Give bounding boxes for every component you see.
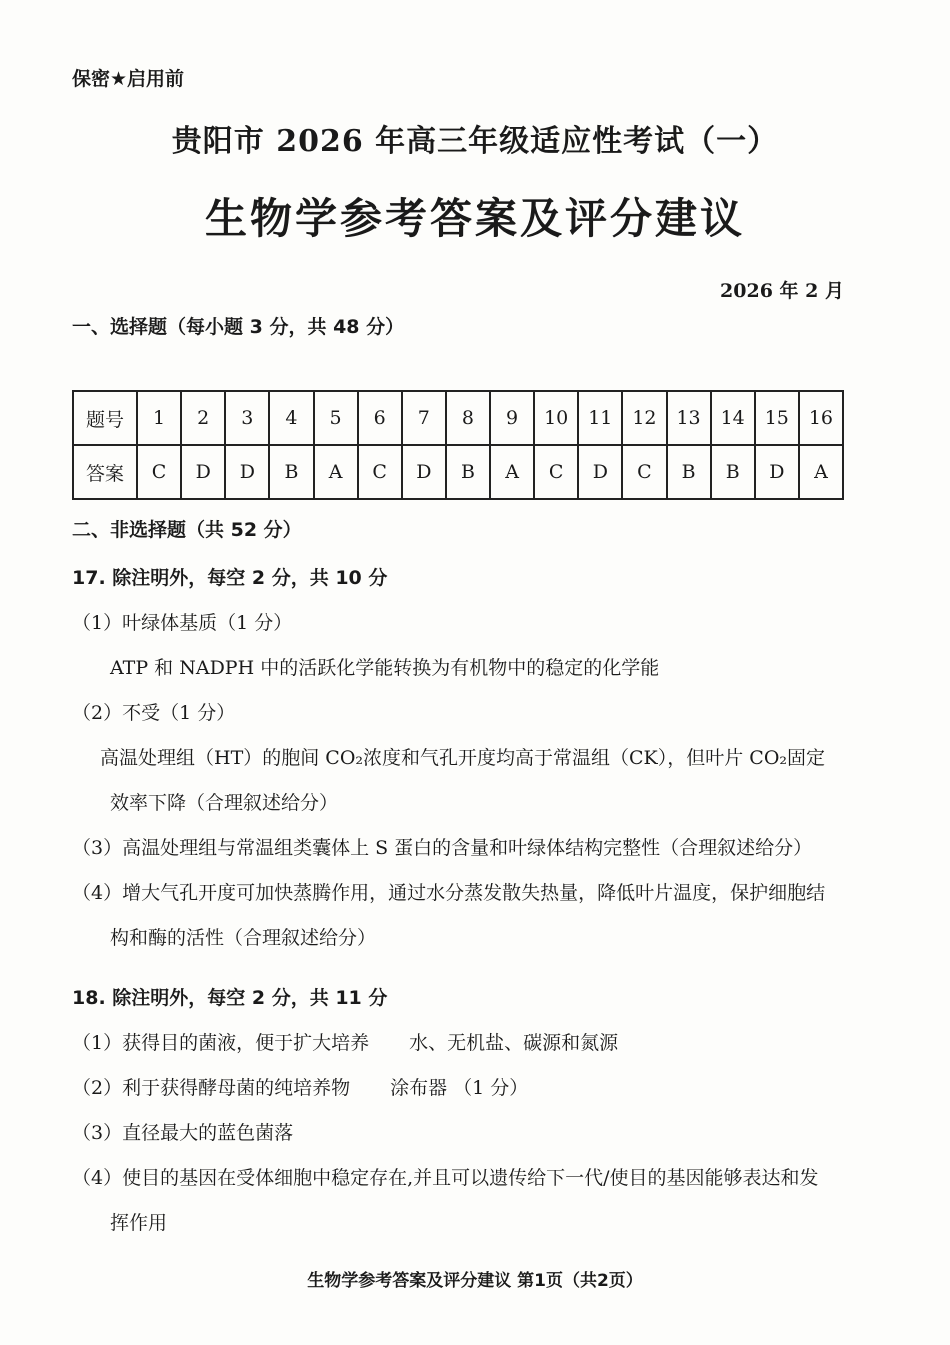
page-footer: 生物学参考答案及评分建议 第1页（共2页）: [307, 1271, 643, 1291]
row-label: 答案: [73, 445, 137, 499]
q18-part2-answer-a: （2）利于获得酵母菌的纯培养物: [72, 1077, 351, 1099]
confidential-label: 保密★启用前: [72, 68, 185, 90]
question17-heading: 17. 除注明外，每空 2 分，共 10 分: [72, 567, 388, 589]
q17-part4: （4）增大气孔开度可加快蒸腾作用，通过水分蒸发散失热量，降低叶片温度，保护细胞结: [72, 882, 826, 904]
question-number: 12: [622, 391, 666, 445]
answer-cell: B: [446, 445, 490, 499]
q17-part1: （1）叶绿体基质（1 分）: [72, 612, 293, 634]
q18-part1-answer-a: （1）获得目的菌液，便于扩大培养: [72, 1032, 370, 1054]
answer-cell: D: [225, 445, 269, 499]
question18-heading: 18. 除注明外，每空 2 分，共 11 分: [72, 987, 388, 1009]
q17-part2-detail-cont: 效率下降（合理叙述给分）: [110, 792, 339, 814]
q18-part4-cont: 挥作用: [110, 1212, 168, 1234]
exam-title: 贵阳市 2026 年高三年级适应性考试（一）: [171, 124, 779, 159]
q18-part2: [72, 1073, 528, 1100]
answer-cell: D: [181, 445, 225, 499]
q17-part3: （3）高温处理组与常温组类囊体上 S 蛋白的含量和叶绿体结构完整性（合理叙述给分）: [72, 837, 813, 859]
answer-cell: A: [490, 445, 534, 499]
question-number: 15: [755, 391, 799, 445]
question-number: 13: [667, 391, 711, 445]
question-number: 14: [711, 391, 755, 445]
answer-cell: D: [755, 445, 799, 499]
q17-part1-detail: ATP 和 NADPH 中的活跃化学能转换为有机物中的稳定的化学能: [110, 657, 660, 679]
question-number: 6: [358, 391, 402, 445]
section2-heading: 二、非选择题（共 52 分）: [72, 519, 302, 541]
q18-part2-answer-b: 涂布器 （1 分）: [390, 1077, 529, 1099]
answer-cell: C: [137, 445, 181, 499]
q18-part3: （3）直径最大的蓝色菌落: [72, 1122, 294, 1144]
answer-cell: C: [622, 445, 666, 499]
q17-part2-detail: 高温处理组（HT）的胞间 CO₂浓度和气孔开度均高于常温组（CK），但叶片 CO₂固定: [100, 747, 826, 769]
answer-cell: B: [667, 445, 711, 499]
answer-cell: B: [711, 445, 755, 499]
question-number: 11: [578, 391, 622, 445]
question-number-row: [73, 391, 843, 445]
answer-cell: D: [402, 445, 446, 499]
question-number: 16: [799, 391, 843, 445]
question-number: 5: [314, 391, 358, 445]
answer-cell: C: [534, 445, 578, 499]
question-number: 7: [402, 391, 446, 445]
document-date: 2026 年 2 月: [720, 280, 844, 302]
question-number: 2: [181, 391, 225, 445]
question-number: 8: [446, 391, 490, 445]
q18-part1-answer-b: 水、无机盐、碳源和氮源: [409, 1032, 619, 1054]
question-number: 4: [269, 391, 313, 445]
question-number: 9: [490, 391, 534, 445]
question-number: 3: [225, 391, 269, 445]
answer-cell: A: [314, 445, 358, 499]
q18-part1: [72, 1028, 618, 1055]
q17-part4-cont: 构和酶的活性（合理叙述给分）: [110, 927, 377, 949]
document-title: 生物学参考答案及评分建议: [204, 194, 745, 243]
answer-cell: B: [269, 445, 313, 499]
q18-part4: （4）使目的基因在受体细胞中稳定存在,并且可以遗传给下一代/使目的基因能够表达和发: [72, 1167, 819, 1189]
answer-table: [72, 390, 844, 500]
section1-heading: 一、选择题（每小题 3 分，共 48 分）: [72, 316, 405, 338]
question-number: 10: [534, 391, 578, 445]
answer-cell: A: [799, 445, 843, 499]
answer-cell: C: [358, 445, 402, 499]
answer-row: [73, 445, 843, 499]
q17-part2: （2）不受（1 分）: [72, 702, 236, 724]
row-label: 题号: [73, 391, 137, 445]
answer-cell: D: [578, 445, 622, 499]
question-number: 1: [137, 391, 181, 445]
